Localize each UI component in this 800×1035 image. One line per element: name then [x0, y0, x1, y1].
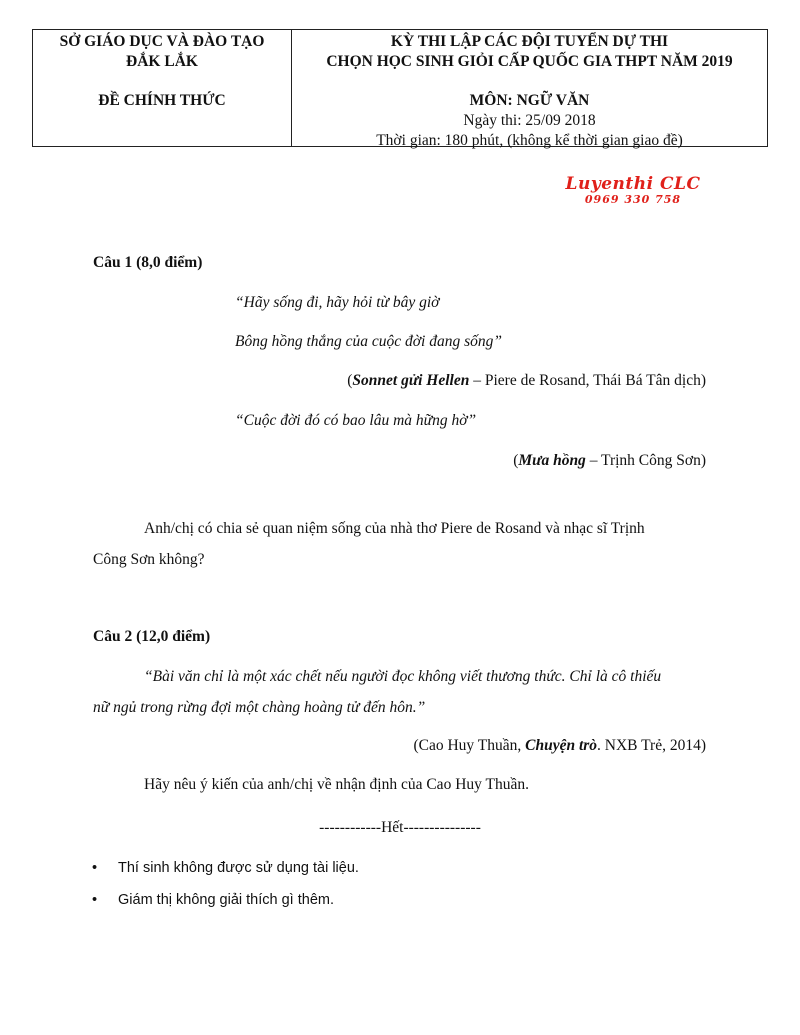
q1-prompt-line2: Công Sơn không?	[93, 551, 205, 568]
q2-quote-line1: “Bài văn chỉ là một xác chết nếu người đọc không viết thương thức. Chỉ là cô thiếu	[144, 668, 662, 685]
q2-prompt: Hãy nêu ý kiến của anh/chị về nhận định của Cao Huy Thuần.	[144, 776, 529, 793]
q1-source1-open: (	[347, 372, 353, 389]
q1-prompt-line1: Anh/chị có chia sẻ quan niệm sống của nhà thơ Piere de Rosand và nhạc sĩ Trịnh	[144, 520, 645, 537]
q1-source1	[347, 371, 706, 391]
org-name-line2: ĐẮK LẮK	[126, 53, 198, 70]
subject-label: MÔN: NGỮ VĂN	[469, 92, 590, 109]
q1-quote1-line1: “Hãy sống đi, hãy hỏi từ bây giờ	[235, 294, 440, 311]
q1-quote2: “Cuộc đời đó có bao lâu mà hững hờ”	[235, 412, 477, 429]
exam-note-text: Giám thị không giải thích gì thêm.	[118, 892, 334, 908]
q1-source1-rest: – Piere de Rosand, Thái Bá Tân dịch)	[469, 372, 706, 389]
stamp-phone: 0969 330 758	[584, 193, 682, 206]
q1-source2-rest: – Trịnh Công Sơn)	[585, 452, 706, 469]
exam-header	[32, 29, 768, 147]
q1-source2-open: (	[513, 452, 519, 469]
official-exam-label: ĐỀ CHÍNH THỨC	[98, 92, 226, 109]
header-right-cell	[292, 30, 767, 149]
q2-source-rest: . NXB Trẻ, 2014)	[597, 737, 706, 754]
watermark-stamp	[558, 174, 708, 206]
exam-note-text: Thí sinh không được sử dụng tài liệu.	[118, 860, 359, 876]
q1-source1-title: Sonnet gửi Hellen	[352, 372, 470, 389]
question-1-heading: Câu 1 (8,0 điểm)	[93, 254, 203, 271]
q2-source	[413, 736, 706, 756]
header-left-cell	[33, 30, 292, 146]
end-marker: ------------Hết---------------	[319, 819, 481, 836]
exam-note-item	[92, 858, 359, 878]
org-name-line1: SỞ GIÁO DỤC VÀ ĐÀO TẠO	[59, 33, 265, 50]
bullet-icon: •	[92, 892, 98, 908]
stamp-brand: Luyenthi CLC	[565, 174, 701, 194]
q1-quote1-line2: Bông hồng thắng của cuộc đời đang sống”	[235, 333, 503, 350]
exam-title-line1: KỲ THI LẬP CÁC ĐỘI TUYỂN DỰ THI	[390, 33, 669, 50]
exam-note-item	[92, 890, 359, 910]
exam-title-line2: CHỌN HỌC SINH GIỎI CẤP QUỐC GIA THPT NĂM 2019	[326, 53, 733, 70]
q2-quote-line2: nữ ngủ trong rừng đợi một chàng hoàng tử đến hôn.”	[93, 699, 426, 716]
q2-source-open: (Cao Huy Thuần,	[413, 737, 526, 754]
q2-source-title: Chuyện trò	[525, 737, 598, 754]
exam-date: Ngày thi: 25/09 2018	[463, 112, 596, 129]
exam-duration: Thời gian: 180 phút, (không kể thời gian giao đề)	[376, 132, 683, 149]
bullet-icon: •	[92, 860, 98, 876]
question-2-heading: Câu 2 (12,0 điểm)	[93, 628, 211, 645]
exam-notes-list	[92, 858, 359, 922]
q1-source2-title: Mưa hồng	[518, 452, 586, 469]
q1-source2	[513, 451, 706, 471]
